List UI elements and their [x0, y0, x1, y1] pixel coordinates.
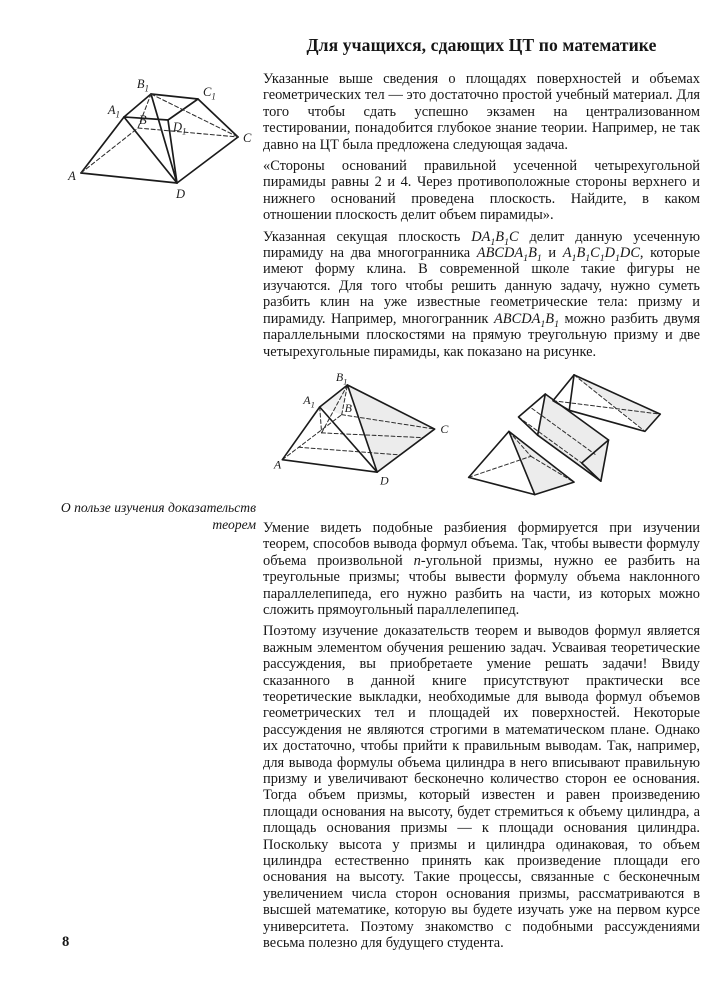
- vertex-label-a: A: [68, 169, 76, 183]
- vertex-label-c: C: [440, 421, 449, 436]
- edge: [198, 99, 238, 137]
- vertex-label-d: D: [176, 187, 186, 201]
- vertex-label-a: A: [273, 457, 282, 472]
- edge: [124, 94, 198, 120]
- figure-truncated-pyramid: [28, 66, 262, 208]
- vertex-label-c1: $C_1$: [203, 85, 216, 102]
- vertex-label-b: B: [139, 113, 147, 127]
- vertex-label-d: D: [380, 473, 389, 488]
- page-number: 8: [62, 934, 70, 950]
- paragraph-problem-quote: «Стороны оснований правильной усеченной четырехугольной пирамиды равны 2 и 4. Через противоположные стороны верхнего и нижнего оснований проведена плоскость. Найдите, в каком отношении плоскость делит объем пирамиды».: [263, 158, 700, 224]
- section-edge: [151, 94, 177, 183]
- figure-row: [267, 369, 700, 511]
- paragraph-theory-benefits: Поэтому изучение доказательств теорем и выводов формул является важным элементом обучения решению задач. Усваивая теоретические рассуждения, вы приобретаете умение решать задачи! Ввиду сказанного в данной книге присутствуют практически все теоретические выкладки, необходимые для вывода формул объемов геометрических тел и площадей их поверхностей. Некоторые рассуждения не являются строгими в математическом плане. Однако их достаточно, чтобы прийти к правильным выводам. Так, например, для вывода формулы объема цилиндра в него вписывают правильную призму и увеличивают бесконечно количество сторон ее основания. Тогда объем призмы, который известен и равен произведению площади основания на высоту, будет стремиться к объему цилиндра, а площадь основания призмы — к площади основания цилиндра. Поскольку высота у призмы и цилиндра одинаковая, то объем цилиндра естественно принять как произведение площади его основания на высоту. Такие процессы, связанные с бесконечным увеличением числа сторон основания призмы, рассматриваются в высшей математике, которую вы будете изучать уже на первом курсе университета. Поэтому знакомство с подобными рассуждениями весьма полезно для будущего студента.: [263, 623, 700, 952]
- vertex-label-a1: $A_1$: [303, 393, 315, 410]
- division-line: [320, 407, 322, 433]
- page-title: Для учащихся, сдающих ЦТ по математике: [306, 35, 657, 55]
- edge: [81, 117, 124, 173]
- figure-wedge: [267, 369, 461, 491]
- vertex-label-b1: $B_1$: [136, 77, 149, 94]
- solid-edges: [81, 94, 238, 183]
- margin-note: О пользе изучения доказательств теорем: [60, 500, 256, 532]
- vertex-label-b1: $B_1$: [335, 370, 348, 387]
- vertex-label-c: C: [243, 131, 252, 145]
- shaded-face: [344, 385, 434, 472]
- vertex-label-d1: $D_1$: [173, 120, 187, 137]
- figure-wedge-decomposition: [461, 369, 700, 511]
- paragraph-wedge-explanation: Указанная секущая плоскость $DA_1B_1C$ делит данную усеченную пирамиду на два многогранника $ABCDA_1B_1$ и $A_1B_1C_1D_1DC$, которые имеют форму клина. В современной школе такие фигуры не изучаются. Для того чтобы решить данную задачу, нужно суметь разбить клин на уже известные геометрические тела: призму и пирамиду. Например, многогранник $ABCDA_1B_1$ можно разбить двумя параллельными плоскостями на прямую треугольную призму и две четырехугольные пирамиды, как показано на рисунке.: [263, 228, 700, 360]
- vertex-label-a1: $A_1$: [107, 103, 120, 120]
- paragraph-intro: Указанные выше сведения о площадях поверхностей и объемах геометрических тел — это достаточно простой учебный материал. Для того чтобы сдать успешно экзамен на централизованном тестировании, понадобится глубокое знание теории. Например, не так давно на ЦТ была предложена следующая задача.: [263, 71, 700, 153]
- vertex-label-b: B: [344, 400, 352, 415]
- paragraph-derivations: Умение видеть подобные разбиения формируется при изучении теорем, способов вывода формул объема. Так, чтобы вывести формулу объема произвольной n-угольной призмы, нужно ее разбить на треугольные призмы; чтобы вывести формулу объема наклонного параллелепипеда, его нужно разбить на части, из которых можно сложить прямоугольный параллелепипед.: [263, 519, 700, 618]
- body-text: [263, 71, 700, 956]
